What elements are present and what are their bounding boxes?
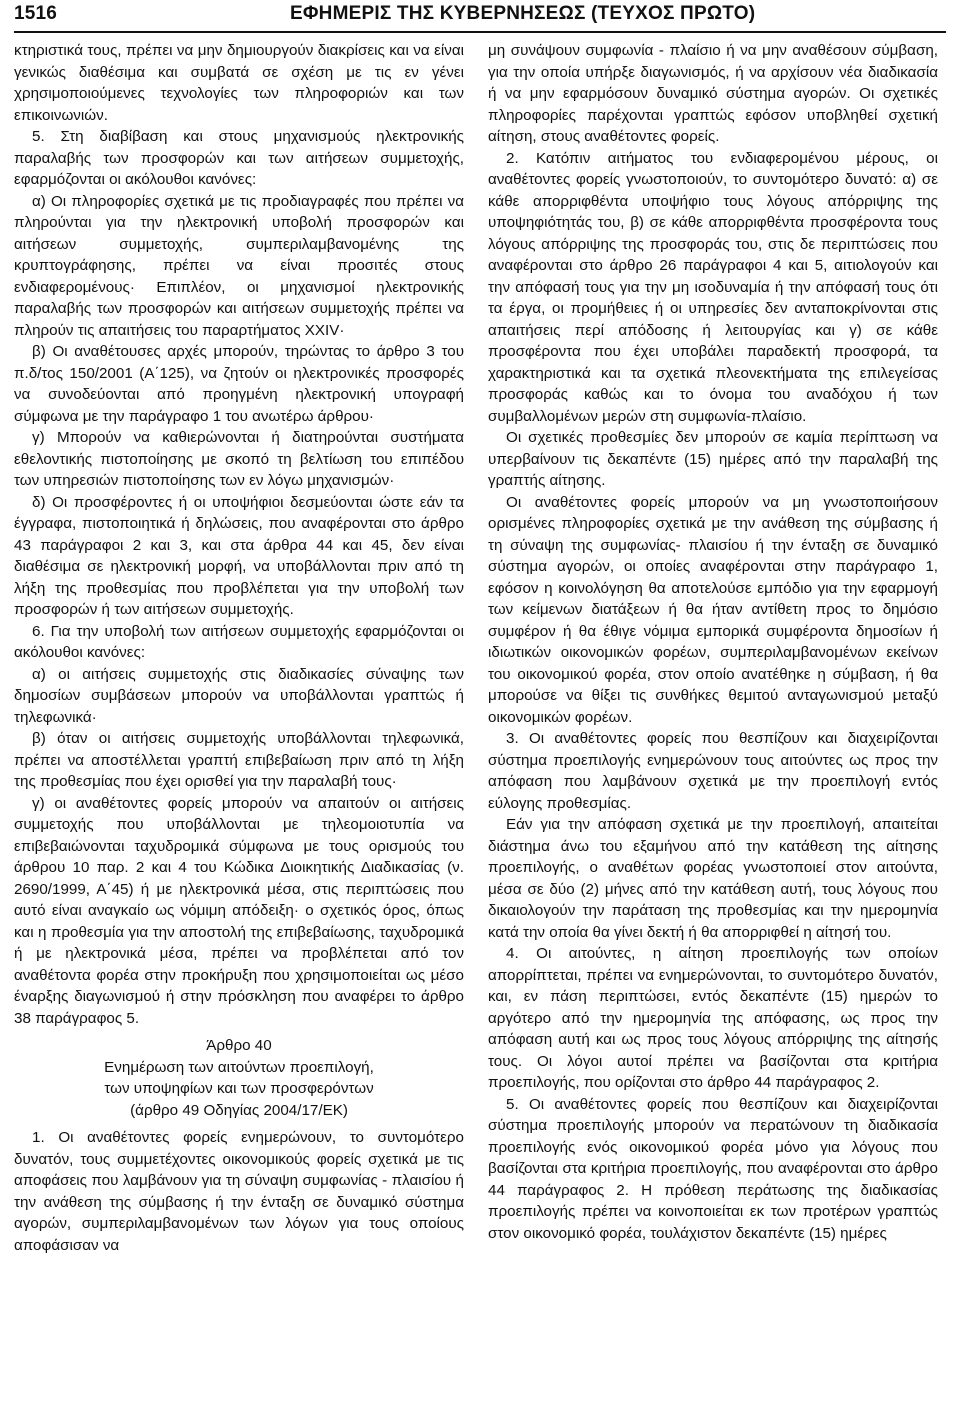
paragraph: 6. Για την υποβολή των αιτήσεων συμμετοχής εφαρμόζονται οι ακόλουθοι κανόνες: xyxy=(14,622,464,661)
paragraph: Εάν για την απόφαση σχετικά με την προεπιλογή, απαιτείται διάστημα άνω του εξαμήνου από την κατάθεση της αίτησης προεπιλογής, ο αναθέτων φορέας γνωστοποιεί στον αιτούντα, μέσα σε δύο (2) μήνες από την κατάθεση αυτή, τους λόγους που δικαιολογούν την παράταση της προθεσμίας και την ημερομηνία κατά την οποία θα γίνει δεκτή ή θα απορριφθεί η αίτησή του. xyxy=(488,816,938,941)
paragraph: Οι σχετικές προθεσμίες δεν μπορούν σε καμία περίπτωση να υπερβαίνουν τις δεκαπέντε (15) ημέρες από την παραλαβή της γραπτής αίτησης. xyxy=(488,429,938,489)
left-column xyxy=(14,40,464,1256)
paragraph: α) Οι πληροφορίες σχετικά με τις προδιαγραφές που πρέπει να πληρούνται για την ηλεκτρονική υποβολή προσφορών και αιτήσεων συμμετοχής, συμπεριλαμβανομένης της κρυπτογράφησης, πρέπει να είναι προσιτές στους ενδιαφερομένους· Επιπλέον, οι μηχανισμοί ηλεκτρονικής παραλαβής των προσφορών και αιτήσεων συμμετοχής πρέπει να πληρούν τις απαιτήσεις του παραρτήματος XXIV· xyxy=(14,192,464,339)
paragraph: δ) Οι προσφέροντες ή οι υποψήφιοι δεσμεύονται ώστε εάν τα έγγραφα, πιστοποιητικά ή δηλώσεις, που αναφέρονται στο άρθρο 43 παράγραφοι 2 και 3, και στα άρθρα 44 και 45, δεν είναι διαθέσιμα σε ηλεκτρονική μορφή, να υποβάλλονται πριν από τη λήξη της προθεσμίας που προβλέπεται για την υποβολή των προσφορών ή των αιτήσεων συμμετοχής. xyxy=(14,493,464,618)
page-header xyxy=(0,0,960,30)
paragraph: Οι αναθέτοντες φορείς μπορούν να μη γνωστοποιήσουν ορισμένες πληροφορίες σχετικά με την ανάθεση της σύμβασης ή τη σύναψη της συμφωνίας- πλαισίου ή την ένταξη σε δυναμικό σύστημα αγορών, οι οποίες αναφέρονται στην παράγραφο 1, εφόσον η κοινολόγηση θα αποτελούσε εμπόδιο για την εφαρμογή των κείμενων διατάξεων ή θα ήταν αντίθετη προς το δημόσιο συμφέρον ή θα έθιγε νόμιμα εμπορικά συμφέροντα δημοσίων ή ιδιωτικών οικονομικών φορέων, συμπεριλαμβανομένων εκείνων του οικονομικού φορέα, στον οποίο ανατέθηκε η σύμβαση, ή θα μπορούσε να θίξει τις συνθήκες θεμιτού ανταγωνισμού μεταξύ οικονομικών φορέων. xyxy=(488,493,938,726)
page-number: 1516 xyxy=(14,3,58,24)
paragraph: 5. Στη διαβίβαση και στους μηχανισμούς ηλεκτρονικής παραλαβής των προσφορών και των αιτήσεων συμμετοχής, εφαρμόζονται οι ακόλουθοι κανόνες: xyxy=(14,128,464,188)
paragraph: γ) οι αναθέτοντες φορείς μπορούν να απαιτούν οι αιτήσεις συμμετοχής που υποβάλλονται με τηλεομοιοτυπία να επιβεβαιώνονται ταχυδρομικά σύμφωνα με τους ορισμούς του άρθρου 10 παρ. 2 και 4 του Κώδικα Διοικητικής Διαδικασίας (ν. 2690/1999, Α΄45) ή με ηλεκτρονικά μέσα, στις περιπτώσεις που αυτό είναι αναγκαίο ως νόμιμη απόδειξη· ο σχετικός όρος, όπως και η προθεσμία για την αποστολή της επιβεβαίωσης, ταχυδρομικά ή με ηλεκτρονικά μέσα, πρέπει να προβλέπεται από τον αναθέτοντα φορέα στην προκήρυξη που χρησιμοποιείται ως μέσο έναρξης διαγωνισμού ή στην πρόσκληση που αναφέρει το άρθρο 38 παράγραφος 5. xyxy=(14,794,464,1027)
paragraph: 1. Οι αναθέτοντες φορείς ενημερώνουν, το συντομότερο δυνατόν, τους συμμετέχοντες οικονομικούς φορείς σχετικά με τις αποφάσεις που λαμβάνουν για τη σύναψη συμφωνίας - πλαισίου ή την ανάθεση της σύμβασης ή την ένταξη σε δυναμικό σύστημα αγορών, συμπεριλαμβανομένων των λόγων για τους οποίους αποφάσισαν να xyxy=(14,1129,464,1254)
paragraph: β) Οι αναθέτουσες αρχές μπορούν, τηρώντας το άρθρο 3 του π.δ/τος 150/2001 (Α΄125), να ζητούν οι ηλεκτρονικές προσφορές να συνοδεύονται από προηγμένη ηλεκτρονική υπογραφή σύμφωνα με την παράγραφο 1 του ανωτέρω άρθρου· xyxy=(14,343,464,425)
article-heading xyxy=(14,1035,464,1121)
paragraph: 2. Κατόπιν αιτήματος του ενδιαφερομένου μέρους, οι αναθέτοντες φορείς γνωστοποιούν, το συντομότερο δυνατό: α) σε κάθε απορριφθέντα υποψήφιο τους λόγους απόρριψης της υποψηφιότητάς του, β) σε κάθε απορριφθέντα προσφέροντα τους λόγους απόρριψης της προσφοράς του, στις δε περιπτώσεις που αναφέρονται στο άρθρο 26 παράγραφοι 4 και 5, αιτιολογούν και την απόφασή τους για την μη ισοδυναμία ή την απόφασή τους ότι τα έργα, οι προμήθειες ή οι υπηρεσίες δεν ανταποκρίνονται στις απαιτήσεις περί απόδοσης ή λειτουργίας και γ) σε κάθε προσφέροντα που έχει υποβάλει παραδεκτή προσφορά, τα χαρακτηριστικά και τα σχετικά πλεονεκτήματα της επιλεγείσας προσφοράς καθώς και το όνομα του αναδόχου ή των συμβαλλομένων μερών στη συμφωνία-πλαίσιο. xyxy=(488,149,938,425)
paragraph: 5. Οι αναθέτοντες φορείς που θεσπίζουν και διαχειρίζονται σύστημα προεπιλογής μπορούν να περατώνουν τη διαδικασία προεπιλογής ενός οικονομικού φορέα μόνο για λόγους που βασίζονται στα κριτήρια προεπιλογής, που αναφέρονται στο άρθρο 44 παράγραφος 2. Η πρόθεση περάτωσης της διαδικασίας προεπιλογής πρέπει να κοινοποιείται εκ των προτέρων γραπτώς στον οικονομικό φορέα, τουλάχιστον δεκαπέντε (15) ημέρες xyxy=(488,1095,938,1242)
article-title-line: Ενημέρωση των αιτούντων προεπιλογή, xyxy=(104,1058,374,1076)
paragraph: μη συνάψουν συμφωνία - πλαίσιο ή να μην αναθέσουν σύμβαση, για την οποία υπήρξε διαγωνισμός, ή να αρχίσουν νέα διαδικασία ή να μην εφαρμόσουν δυναμικό σύστημα αγορών. Οι σχετικές πληροφορίες παρέχονται γραπτώς εφόσον υποβληθεί σχετική αίτηση, στους αναθέτοντες φορείς. xyxy=(488,42,938,145)
paragraph: γ) Μπορούν να καθιερώνονται ή διατηρούνται συστήματα εθελοντικής πιστοποίησης με σκοπό τη βελτίωση του επιπέδου των υπηρεσιών πιστοποίησης των εν λόγω μηχανισμών· xyxy=(14,429,464,489)
paragraph: κτηριστικά τους, πρέπει να μην δημιουργούν διακρίσεις και να είναι γενικώς διαθέσιμα και συμβατά σε σχέση με τις εν γένει χρησιμοποιούμενες τεχνολογίες των πληροφοριών και των επικοινωνιών. xyxy=(14,42,464,124)
journal-title: ΕΦΗΜΕΡΙΣ ΤΗΣ ΚΥΒΕΡΝΗΣΕΩΣ (ΤΕΥΧΟΣ ΠΡΩΤΟ) xyxy=(290,3,756,24)
article-reference: (άρθρο 49 Οδηγίας 2004/17/ΕΚ) xyxy=(130,1101,348,1119)
header-rule xyxy=(14,31,946,33)
article-number: Άρθρο 40 xyxy=(206,1037,272,1054)
paragraph: α) οι αιτήσεις συμμετοχής στις διαδικασίες σύναψης των δημοσίων συμβάσεων μπορούν να υποβάλλονται γραπτώς ή τηλεφωνικά· xyxy=(14,665,464,726)
paragraph: 3. Οι αναθέτοντες φορείς που θεσπίζουν και διαχειρίζονται σύστημα προεπιλογής ενημερώνουν τους αιτούντες ως προς την απόφαση που λαμβάνουν σχετικά με την προεπιλογή εντός εύλογης προθεσμίας. xyxy=(488,730,938,812)
paragraph: 4. Οι αιτούντες, η αίτηση προεπιλογής των οποίων απορρίπτεται, πρέπει να ενημερώνονται, το συντομότερο δυνατόν, και, εν πάση περιπτώσει, εντός δεκαπέντε (15) ημερών το αργότερο από την ημερομηνία της απόφασης, ως προς την απόφαση αυτή και ως προς τους λόγους απόρριψης της αίτησής τους. Οι λόγοι αυτοί πρέπει να βασίζονται στα κριτήρια προεπιλογής, που ορίζονται στο άρθρο 44 παράγραφος 2. xyxy=(488,945,938,1091)
paragraph: β) όταν οι αιτήσεις συμμετοχής υποβάλλονται τηλεφωνικά, πρέπει να αποστέλλεται γραπτή επιβεβαίωση πριν από τη λήξη της προθεσμίας που έχει ορισθεί για την παραλαβή τους· xyxy=(14,730,464,790)
article-title-line: των υποψηφίων και των προσφερόντων xyxy=(104,1080,374,1097)
right-column xyxy=(488,40,938,1244)
